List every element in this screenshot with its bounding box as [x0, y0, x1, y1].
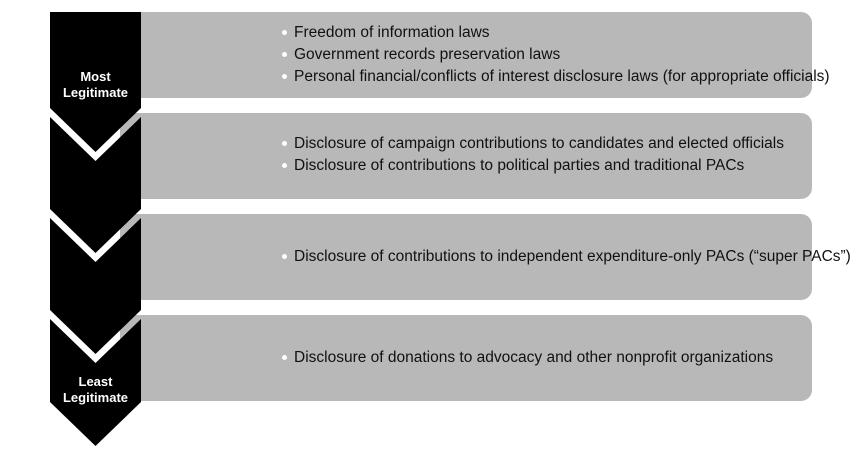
least-legitimate-line-1: Least — [78, 374, 113, 389]
tier-1-item-3-text: Personal financial/conflicts of interest disclosure laws (for appropriate officials) — [294, 68, 830, 85]
most-legitimate-line-1: Most — [80, 69, 111, 84]
most-legitimate-line-2: Legitimate — [62, 85, 128, 100]
tier-3-item-1-text: Disclosure of contributions to independent expenditure-only PACs (“super PACs”) — [294, 248, 851, 265]
tier-1-item-1-text: Freedom of information laws — [294, 24, 490, 41]
most-legitimate-label — [50, 69, 141, 101]
least-legitimate-line-2: Legitimate — [62, 390, 128, 405]
tier-2-item-1-text: Disclosure of campaign contributions to candidates and elected officials — [294, 135, 784, 152]
least-legitimate-label — [50, 374, 141, 406]
tier-4-item-1-text: Disclosure of donations to advocacy and other nonprofit organizations — [294, 349, 774, 366]
tier-1-item-2-text: Government records preservation laws — [294, 46, 561, 63]
tier-2-item-2-text: Disclosure of contributions to political parties and traditional PACs — [294, 157, 745, 174]
